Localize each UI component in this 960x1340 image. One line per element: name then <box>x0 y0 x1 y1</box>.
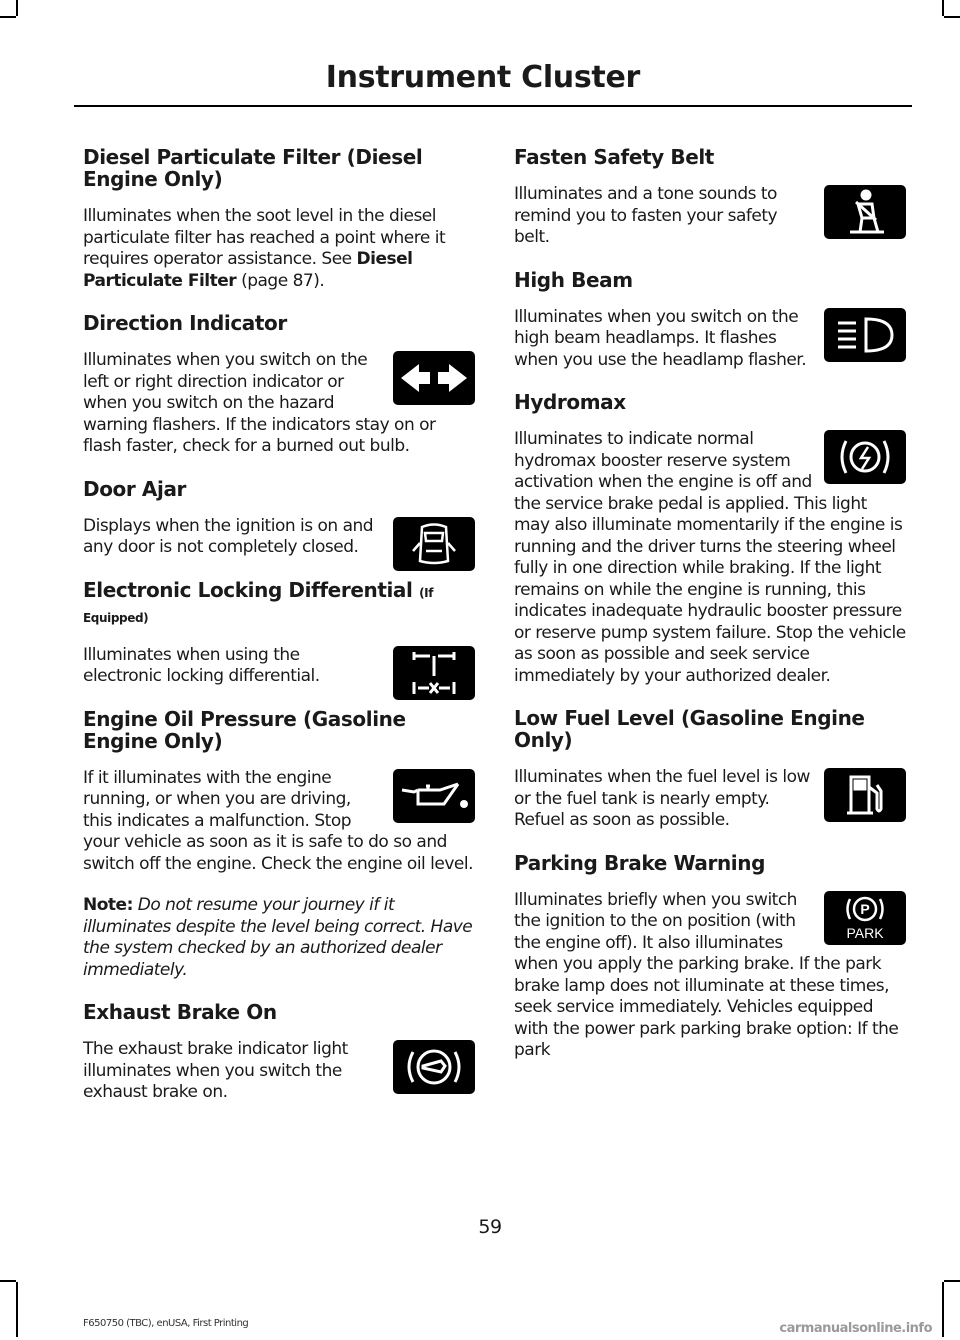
cross-reference-link[interactable]: Diesel Particulate Filter <box>83 249 413 291</box>
hydromax-icon <box>824 430 906 484</box>
section-heading: Direction Indicator <box>83 312 287 335</box>
footer-text: F650750 (TBC), enUSA, First Printing <box>83 1318 249 1329</box>
left-column <box>83 146 475 1124</box>
header-divider <box>74 105 912 107</box>
park-label: PARK <box>846 924 884 941</box>
section-heading: Fasten Safety Belt <box>514 146 714 169</box>
section-exhaust-brake-on <box>83 1001 475 1124</box>
crop-mark <box>944 1280 960 1282</box>
section-electronic-locking-differential <box>83 579 475 708</box>
body-text: Illuminates when the soot level in the diesel particulate filter has reached a point where it requires operator assistance. See <box>83 206 446 269</box>
crop-mark <box>16 1282 18 1337</box>
oil-can-icon <box>393 769 475 823</box>
section-low-fuel-level <box>514 707 906 852</box>
park-brake-icon <box>824 891 906 945</box>
section-diesel-particulate-filter <box>83 146 475 312</box>
section-body: The exhaust brake indicator light illuminates when you switch the exhaust brake on. <box>83 1039 348 1102</box>
crop-mark <box>16 0 18 16</box>
crop-mark <box>0 16 16 18</box>
section-body: Illuminates to indicate normal hydromax booster reserve system activation when the engine is off and the service brake pedal is applied. This light may also illuminate momentarily if the engine is running and the driver turns the steering wheel fully in one direction while braking. If the light remains on while the engine is running, this indicates inadequate hydraulic booster pressure or reserve pump system failure. Stop the vehicle as soon as possible and seek service immediately by your authorized dealer. <box>514 429 906 686</box>
section-engine-oil-pressure <box>83 708 475 1002</box>
right-column <box>514 146 906 1082</box>
section-heading: Hydromax <box>514 391 626 414</box>
section-body: Illuminates briefly when you switch the ignition to the on position (with the engine off). It also illuminates when you apply the parking brake. If the park brake lamp does not illuminate at these times, seek service immediately. Vehicles equipped with the power park parking brake option: If the park <box>514 889 899 1060</box>
note-label: Note: <box>83 895 133 915</box>
heading-text: Electronic Locking Differential <box>83 578 413 602</box>
section-door-ajar <box>83 478 475 579</box>
page-title: Instrument Cluster <box>325 60 640 95</box>
section-heading: Low Fuel Level (Gasoline Engine Only) <box>514 707 865 752</box>
page-number: 59 <box>478 1216 502 1238</box>
crop-mark <box>942 1282 944 1337</box>
section-hydromax <box>514 391 906 707</box>
section-high-beam <box>514 269 906 392</box>
seatbelt-icon <box>824 185 906 239</box>
section-direction-indicator <box>83 312 475 478</box>
section-body: Illuminates when using the electronic locking differential. <box>83 644 320 686</box>
section-body: Displays when the ignition is on and any door is not completely closed. <box>83 515 374 557</box>
section-heading: Exhaust Brake On <box>83 1001 277 1024</box>
fuel-pump-icon <box>824 768 906 822</box>
crop-mark <box>942 0 944 16</box>
section-heading <box>83 579 475 629</box>
section-body: Illuminates when the fuel level is low or the fuel tank is nearly empty. Refuel as soon as possible. <box>514 767 810 830</box>
crop-mark <box>944 16 960 18</box>
page-reference: (page 87). <box>236 270 325 291</box>
heading-qualifier: (If Equipped) <box>83 585 434 625</box>
park-letter: P <box>860 900 870 917</box>
section-heading: Diesel Particulate Filter (Diesel Engine Only) <box>83 146 423 191</box>
locking-differential-icon <box>393 646 475 700</box>
note-text: Do not resume your journey if it illuminates despite the level being correct. Have the system checked by an authorized dealer immediately. <box>83 895 473 980</box>
door-ajar-icon <box>393 517 475 571</box>
section-body <box>83 206 475 292</box>
section-heading: High Beam <box>514 268 633 292</box>
section-heading: Engine Oil Pressure (Gasoline Engine Only) <box>83 707 406 753</box>
high-beam-icon <box>824 308 906 362</box>
section-body: Illuminates when you switch on the high beam headlamps. It flashes when you use the headlamp flasher. <box>514 306 807 370</box>
crop-mark <box>0 1280 16 1282</box>
note <box>83 895 475 981</box>
section-body: If it illuminates with the engine running, or when you are driving, this indicates a malfunction. Stop your vehicle as soon as it is safe to do so and switch off the engine. Check the engine oil level. <box>83 767 474 874</box>
direction-arrows-icon <box>393 351 475 405</box>
section-body: Illuminates and a tone sounds to remind you to fasten your safety belt. <box>514 184 778 247</box>
section-body: Illuminates when you switch on the left or right direction indicator or when you switch on the hazard warning flashers. If the indicators stay on or flash faster, check for a burned out bulb. <box>83 350 436 456</box>
exhaust-brake-icon <box>393 1040 475 1094</box>
section-parking-brake-warning <box>514 852 906 1082</box>
section-heading: Door Ajar <box>83 477 187 501</box>
section-fasten-safety-belt <box>514 146 906 269</box>
section-heading: Parking Brake Warning <box>514 851 766 875</box>
watermark: carmanualsonline.info <box>779 1321 932 1336</box>
